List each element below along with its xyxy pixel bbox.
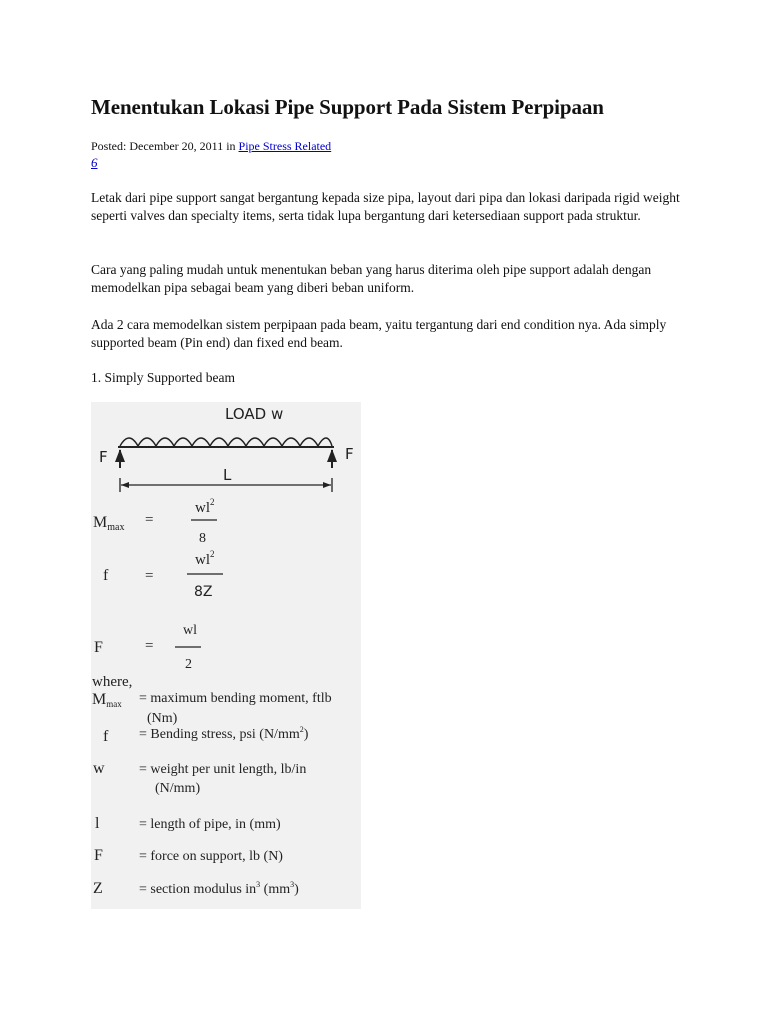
section-heading: 1. Simply Supported beam [91,370,235,385]
left-force-label: F [99,448,108,466]
paragraph-2: Cara yang paling mudah untuk menentukan beban yang harus diterima oleh pipe support adalah dengan memodelkan pipa sebagai beam yang diberi beban uniform. [91,262,652,295]
eq-mmax-lhs: M [93,514,108,531]
def-force-desc: = force on support, lb (N) [139,849,283,864]
def-z-mid: (mm [260,882,291,897]
equation-force [94,623,201,672]
def-z-sup2: 3 [290,880,295,889]
load-label: LOAD w [225,405,284,423]
def-z-sup: 3 [256,880,261,889]
def-l-desc: = length of pipe, in (mm) [139,817,281,832]
def-mmax-desc2: (Nm) [147,711,178,726]
eq-mmax-sub: max [107,522,125,533]
eq-force-den: 2 [185,657,192,672]
eq-f-num-sup: 2 [210,549,215,559]
where-label: where, [92,674,133,690]
eq-mmax-equals: = [145,512,154,528]
def-mmax-sym: M [92,691,107,708]
paragraph-1: Letak dari pipe support sangat bergantung kepada size pipa, layout dari pipa dan lokasi daripada rigid weight seperti valves dan specialty items, serta tidak lupa bergantung dari ketersediaan support pada struktur. [91,190,680,223]
def-w-desc2: (N/mm) [155,781,201,796]
def-z-desc: = section modulus in [139,882,257,897]
equation-f [103,549,223,600]
eq-f-equals: = [145,568,154,584]
svg-text:wl2 [195,497,215,516]
eq-force-lhs: F [94,639,103,656]
comment-count-link[interactable]: 6 [91,155,98,170]
length-label: L [223,466,232,484]
svg-text:Mmax [92,691,122,709]
eq-f-den: 8Z [194,584,213,600]
def-z-sym: Z [93,880,103,897]
category-link[interactable]: Pipe Stress Related [238,139,332,153]
article-title: Menentukan Lokasi Pipe Support Pada Sistem Perpipaan [91,95,604,119]
eq-force-num: wl [183,623,197,638]
svg-text:Mmax [93,514,124,533]
right-support-arrow-icon [327,449,337,468]
svg-text:= Bending stress, psi (N/mm2) [139,725,309,742]
def-w-sym: w [93,760,105,777]
simply-supported-beam-figure [91,402,361,909]
paragraph-3: Ada 2 cara memodelkan sistem perpipaan pada beam, yaitu tergantung dari end condition nya. Ada simply supported beam (Pin end) dan fixed end beam. [91,317,667,350]
eq-f-lhs: f [103,567,109,584]
def-f-sup: 2 [299,725,304,734]
def-force-sym: F [94,847,103,864]
def-l-sym: l [95,815,100,832]
def-z-tail: ) [294,882,299,897]
eq-force-equals: = [145,638,154,654]
equation-mmax [93,497,217,546]
def-mmax-sub: max [106,699,122,709]
right-force-label: F [345,445,354,463]
eq-f-num: wl [195,552,210,568]
def-f-desc: = Bending stress, psi (N/mm [139,727,300,742]
eq-mmax-num-sup: 2 [210,497,215,507]
eq-mmax-num: wl [195,500,210,516]
svg-text:wl2 [195,549,215,568]
def-f-sym: f [103,728,109,745]
def-mmax-desc: = maximum bending moment, ftlb [139,691,332,706]
eq-mmax-den: 8 [199,531,206,546]
definitions-list [92,691,332,897]
left-support-arrow-icon [115,449,125,468]
distributed-load-icon [120,438,332,446]
posted-date: Posted: December 20, 2011 in [91,139,239,153]
svg-text:= section modulus in3 (mm3) [139,880,299,897]
def-f-tail: ) [303,727,309,742]
post-meta [91,138,331,154]
def-w-desc: = weight per unit length, lb/in [139,762,307,777]
